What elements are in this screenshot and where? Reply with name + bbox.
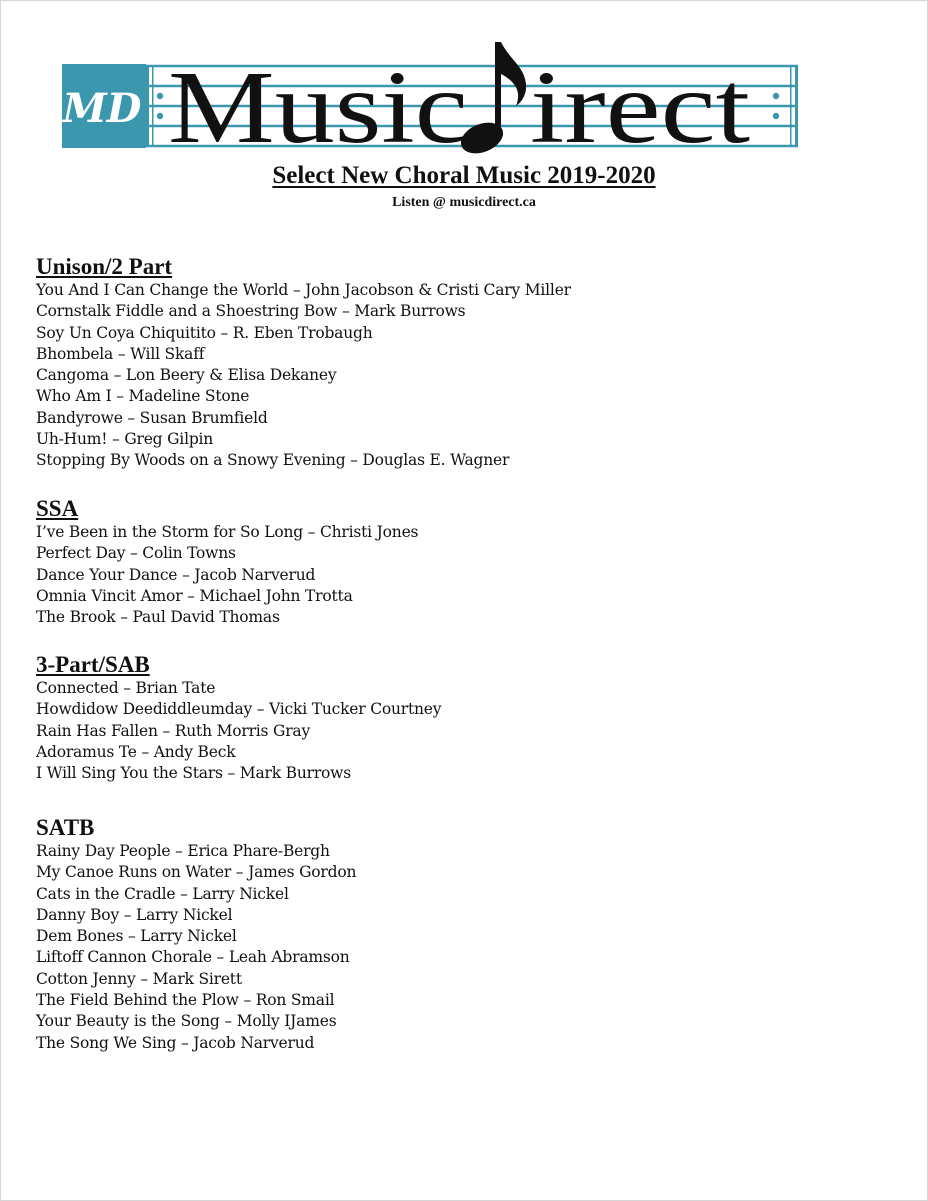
song-item: Stopping By Woods on a Snowy Evening – Douglas E. Wagner	[36, 451, 510, 470]
section-heading: 3-Part/SAB	[36, 652, 150, 677]
song-item: Bandyrowe – Susan Brumfield	[36, 408, 268, 427]
song-item: Adoramus Te – Andy Beck	[36, 742, 236, 761]
section-heading: SATB	[36, 815, 95, 840]
song-item: Liftoff Cannon Chorale – Leah Abramson	[36, 948, 350, 967]
document-subtitle: Listen @ musicdirect.ca	[392, 195, 536, 210]
section-ssa	[36, 496, 896, 628]
song-item: I Will Sing You the Stars – Mark Burrows	[36, 764, 351, 783]
section-heading: SSA	[36, 496, 79, 521]
logo-brand-word-music: Music	[168, 50, 468, 154]
song-item: Connected – Brian Tate	[36, 679, 216, 697]
song-item: Bhombela – Will Skaff	[36, 344, 205, 363]
song-item: The Brook – Paul David Thomas	[36, 608, 280, 627]
song-item: Who Am I – Madeline Stone	[36, 387, 250, 406]
logo-badge-monogram: MD	[62, 85, 142, 132]
logo-brand-word-irect: irect	[530, 50, 751, 154]
song-item: Danny Boy – Larry Nickel	[36, 905, 233, 924]
song-item: Dem Bones – Larry Nickel	[36, 927, 237, 946]
song-item: You And I Can Change the World – John Jacobson & Cristi Cary Miller	[36, 281, 571, 299]
section-unison-2-part	[36, 254, 896, 472]
song-list	[36, 678, 896, 784]
song-item: Your Beauty is the Song – Molly IJames	[36, 1012, 337, 1031]
song-item: Perfect Day – Colin Towns	[36, 544, 236, 563]
music-direct-logo	[62, 38, 802, 154]
song-item: My Canoe Runs on Water – James Gordon	[36, 863, 357, 882]
song-item: Cornstalk Fiddle and a Shoestring Bow – Mark Burrows	[36, 302, 466, 321]
song-item: Uh-Hum! – Greg Gilpin	[36, 430, 214, 449]
song-item: Rainy Day People – Erica Phare-Bergh	[36, 842, 330, 860]
song-list	[36, 280, 896, 472]
section-heading: Unison/2 Part	[36, 254, 173, 279]
section-3-part-sab	[36, 652, 896, 784]
song-list	[36, 841, 896, 1054]
song-item: Cats in the Cradle – Larry Nickel	[36, 884, 289, 903]
song-item: Omnia Vincit Amor – Michael John Trotta	[36, 586, 353, 605]
song-item: The Song We Sing – Jacob Narverud	[36, 1033, 315, 1052]
song-item: Howdidow Deediddleumday – Vicki Tucker Courtney	[36, 700, 442, 719]
song-list	[36, 522, 896, 628]
song-item: Soy Un Coya Chiquitito – R. Eben Trobaugh	[36, 323, 373, 342]
song-item: Cangoma – Lon Beery & Elisa Dekaney	[36, 366, 337, 385]
song-item: The Field Behind the Plow – Ron Smail	[36, 991, 335, 1010]
song-item: Rain Has Fallen – Ruth Morris Gray	[36, 721, 311, 740]
song-item: I’ve Been in the Storm for So Long – Christi Jones	[36, 523, 419, 541]
section-satb	[36, 815, 896, 1054]
document-title: Select New Choral Music 2019-2020	[272, 162, 656, 189]
song-item: Dance Your Dance – Jacob Narverud	[36, 565, 316, 584]
song-item: Cotton Jenny – Mark Sirett	[36, 969, 242, 988]
